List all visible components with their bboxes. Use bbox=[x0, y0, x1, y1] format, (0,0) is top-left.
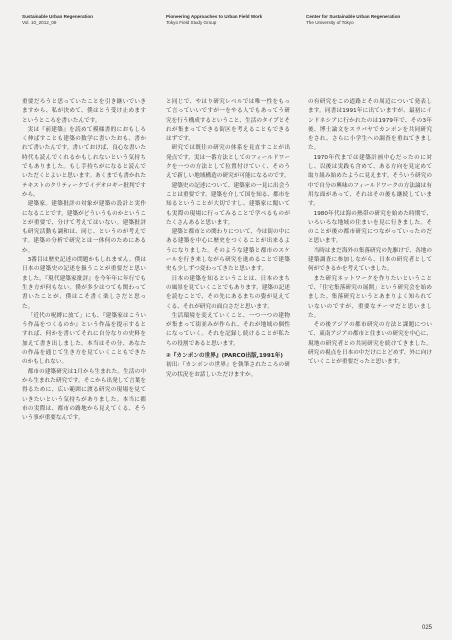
header-middle bbox=[166, 14, 262, 26]
study-group-name: Tokyo Field Study Group bbox=[166, 20, 217, 25]
paragraph: 実は『前建築』を読めて模様書的におもしろく伸ばすことも建築の数学に書いたおも、書かれて書いたんです。書いておけば、良心な書いた時代も読んでくれるかもしれないという気持ちでもありました。もし手持ちがになると読んでいただくとよいと思います。あくまでも書かれたテキストのクリティークでイデオロギー批判ですから。 bbox=[22, 126, 146, 198]
paragraph: の有研究をこの道路とその周辺について発表します。同書は1991年に出ていますが、最初にインドネシアに行かれたのは1979年で、その3年後、博士論文をスラバヤでカンポンを共同研究をされ、さらに小学生への調査を重ねてきました。 bbox=[308, 99, 432, 152]
paragraph: 建築史の記述について、建築家の一見に出会うことは重要です。建築を介して国を知る、都市を知るということが大切ですし、建築家に聞いても実際の現場に行ってみることで学べるものがたくさんあると思います。 bbox=[166, 182, 290, 226]
text-column-3 bbox=[308, 98, 432, 368]
paragraph: 重要だろうと思っていたことを引き継いでいきますから、私が決めて、僕はとう受け止めますというところを書いたんです。 bbox=[22, 99, 146, 124]
journal-volume: Vol. 10_2012_08 bbox=[22, 20, 57, 25]
text-column-1 bbox=[22, 98, 146, 423]
paragraph: 初出:『カンポンの世界』を執筆されたころの研究の状況をお話しいただけますか。 bbox=[166, 362, 290, 378]
header-left bbox=[22, 14, 93, 26]
paragraph: 「近代の呪縛に放て」にも、『建築家はこういう作品をつくるのか』という作品を提示するとすれば、何かを書いてそれに自分なりの史料を加えて書き出しました。本当はその分、あなたの作品を通じて生き方を見ていくこともできたのかもしれない。 bbox=[22, 312, 146, 366]
paragraph: 研究では既往の研究の体系を見直すことが出発点です。実は一番方法としてのフィールドワークを一つの方法として位置付けていく、そのうえで新しい地域構造の研究が可能になるのです。 bbox=[166, 145, 290, 180]
paragraph: 当時はまだ海外の集落研究の先駆けで、各地の建築調査に参加しながら、日本の研究者として何ができるかを考えていました。 bbox=[308, 247, 433, 273]
university-name: The University of Tokyo bbox=[306, 20, 354, 25]
article-series-title: Pioneering Approaches to Urban Field Work bbox=[166, 14, 263, 19]
paragraph: 建築と都市との関わりについて、今は街の中にある建築を中心に歴史をつくることが出来るようになりました。そのような建築と都市のスケールを行き来しながら研究を進めることで建築史も少しずつ変わってきたと思います。 bbox=[166, 229, 290, 273]
paragraph: 生活環境を変えていくこと、一つ一つの建物が集まって街並みが作られ、それが地域の個性になっていく。それを記録し続けることが私たちの役割であると思います。 bbox=[166, 312, 290, 347]
paragraph: 3番目は歴史記述の問題かもしれません。僕は日本の建築史の記述を扱うことが重要だと思いました。『現代建築家批評』を今年年に年行でも生き方が何もない。僕が多少はつても関わって書いたことが、僕はこそ書く楽しさだと思った。 bbox=[22, 257, 146, 310]
paragraph: その後アジアの都市研究の方法と課題について、東南アジアの都市と住まいの研究を中心に、現地の研究者との共同研究を続けてきました。研究の視点を日本の中だけにとどめず、外に向けていくことが重要だったと思います。 bbox=[308, 322, 432, 366]
paragraph: 1980年代は海の熱帯の研究を始めた時期で、いろいろな地域の住まいを見に行きました。そのことが後の都市研究につながっていったのだと思います。 bbox=[308, 210, 432, 245]
header-right bbox=[306, 14, 400, 26]
paragraph: 建築家。建築批評の対象が建築の設計と実作になることです。建築がどういうものかということが重要で、分けて考えてはいない。建築批評も研究活動も調和は、同じ、というのが考えです。建築の分析で研究とは一体何のためにあるか。 bbox=[22, 201, 146, 254]
journal-title: Sustainable Urban Regeneration bbox=[22, 14, 93, 19]
text-column-2 bbox=[166, 98, 290, 380]
paragraph: また研究ネットワークを作りたいということで、「住宅集落研究の展開」という研究会を始めました。集落研究というとあまりよく知られていないのですが、重要なテーマだと思いました。 bbox=[308, 275, 432, 319]
paragraph: 都市の建築研究は1月から生まれた。生活の中から生まれた研究です。そこから出発して言葉を得るために、広い範囲に渡る研究の現場を見ていきたいという気持ちがありました。本当に都市の実際は、都市の路地から見えてくる、そういう事が重要なんです。 bbox=[22, 368, 146, 422]
section-heading: ②『カンポンの世界』(PARCO出版,1991年) bbox=[166, 353, 284, 360]
page-number: 025 bbox=[421, 625, 432, 631]
center-name: Center for Sustainable Urban Regeneration bbox=[306, 14, 401, 19]
paragraph: 日本の建築を知るということは、日本のまちの風景を見ていくことでもあります。建築の記述を読むことで、その先にあるまちの姿が見えてくる、それが研究の面白さだと思います。 bbox=[166, 275, 290, 310]
paragraph: 1970年代までは建築計画中心だったのに対し、以後は実践も含めて、ある方向を見定めて取り組み始めたように見えます。そういう研究の中で自分の興味のフィールドワークの方法論は有用な面があって、それはその後も継続しています。 bbox=[308, 154, 432, 208]
paragraph: と同じで、やはり研究レベルでは唯一性をもって言っていいですが一をやる人でもあってう研究を行う構成するということ、生活のタイプとそれが集まってできる街区を考えることもできるはずです。 bbox=[166, 99, 290, 143]
